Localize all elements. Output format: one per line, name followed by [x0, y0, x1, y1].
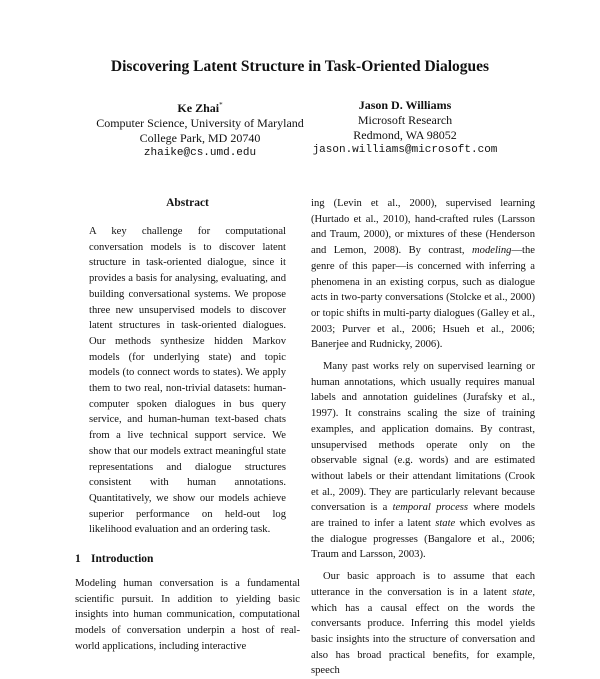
author-block-2 [300, 98, 510, 158]
text-run: , which has a causal effect on the words the conversants produce. Inferring this model yields basic insights into the structure of conversation and also has broad practical benefits, for example, speech [311, 586, 535, 677]
author-name: Ke Zhai [177, 101, 220, 115]
author-location: College Park, MD 20740 [139, 131, 261, 145]
text-run: ing (Levin et al., 2000), supervised learning (Hurtado et al., 2010), hand-crafted rules (Larsson and Traum, 2000), or mixtures of these (Henderson and Lemon, 2008). By contrast, [311, 198, 535, 257]
left-column [75, 196, 300, 652]
text-run: which evolves as the dialogue progresses (Bangalore et al., 2006; Traum and Larsson, 2003). [311, 518, 535, 561]
author-name-line [85, 98, 315, 116]
text-run: Our basic approach is to assume that each utterance in the conversation is in a latent [311, 571, 535, 598]
text-run: where models are trained to infer a latent [311, 502, 536, 530]
author-footnote-mark: * [219, 101, 223, 109]
abstract-body: A key challenge for computational conversation models is to discover latent structure in task-oriented dialogue, since it provides a basis for analysing, evaluating, and building conversational systems. We propose three new unsupervised models to discover latent structures in task-oriented dialogues. Our methods synthesize hidden Markov models (for underlying state) and topic models (to connect words to states). We apply them to two real, non-trivial datasets: human-computer spoken dialogues in bus query service, and human-human text-based chats from a live technical support service. We show that our models extract meaningful state representations and dialogue structures consistent with human annotations. Quantitatively, we show our models achieve superior performance on held-out log likelihood evaluation and an ordering task. [89, 226, 286, 536]
text-emphasis: temporal process [392, 502, 469, 514]
author-affiliation: Microsoft Research [357, 113, 453, 127]
body-paragraph-3 [311, 569, 535, 679]
text-run: —the genre of this paper—is concerned with inferring a phenomena in an existing corpus, such as dialogue acts in two-party conversations (Stolcke et al., 2000) or topic shifts in multi-party dialogues (Galley et al., 2003; Purver et al., 2006; Hsueh et al., 2006; Banerjee and Rudnicky, 2006). [311, 245, 535, 351]
section-title: Introduction [91, 553, 154, 566]
text-emphasis: state [435, 518, 456, 530]
author-email[interactable]: jason.williams@microsoft.com [312, 144, 498, 156]
body-paragraph-2 [311, 359, 535, 563]
abstract-heading: Abstract [166, 197, 209, 209]
author-block-1 [85, 98, 315, 161]
text-emphasis: state [512, 586, 533, 598]
author-affiliation: Computer Science, University of Maryland [96, 116, 304, 130]
paper-title: Discovering Latent Structure in Task-Oriented Dialogues [110, 58, 490, 75]
author-name: Jason D. Williams [358, 98, 452, 112]
section-heading-introduction [75, 552, 300, 566]
text-run: Many past works rely on supervised learning or human annotations, which usually requires manual labels and annotation guidelines (Jurafsky et al., 1997). It constrains scaling the size of training examples, and application domains. By contrast, unsupervised methods operate only on the observable signal (e.g. words) and are estimated without labels or their attendant limitations (Crook et al., 2009). They are particularly relevant because conversation is a [311, 361, 535, 514]
section-number: 1 [75, 553, 81, 566]
intro-paragraph: Modeling human conversation is a fundamental scientific pursuit. In addition to yielding basic insights into human communication, computational models of conversation underpin a host of real-world applications, including interactive [75, 578, 300, 652]
text-emphasis: modeling [472, 245, 512, 257]
body-paragraph-1 [311, 196, 535, 353]
right-column [311, 196, 536, 677]
author-email[interactable]: zhaike@cs.umd.edu [143, 147, 257, 159]
author-location: Redmond, WA 98052 [353, 128, 457, 142]
